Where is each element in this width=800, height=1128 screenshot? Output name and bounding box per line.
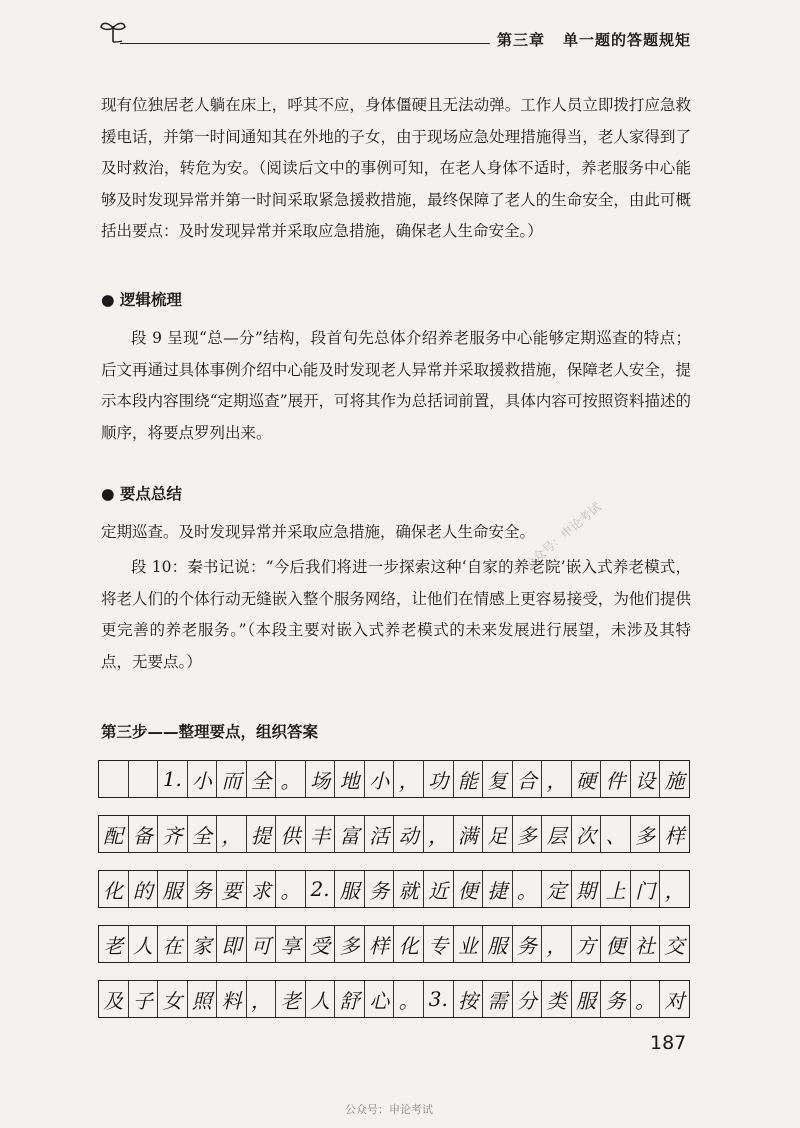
grid-cell: 化 [394,926,424,962]
grid-cell: 期 [572,871,602,907]
grid-cell: 舒 [335,981,365,1017]
grid-row [98,980,690,1018]
grid-cell: 近 [424,871,454,907]
grid-cell: 、 [601,816,631,852]
paragraph-logic: 段 9 呈现“总—分”结构，段首句先总体介绍养老服务中心能够定期巡查的特点；后文再通过具体事例介绍中心能及时发现老人异常并采取援救措施，保障老人安全，提示本段内容围绕“定期巡查”展开，可将其作为总括词前置，具体内容可按照资料描述的顺序，将要点罗列出来。 [101,329,691,442]
grid-cell: 专 [424,926,454,962]
grid-cell: 样 [365,926,395,962]
grid-cell: 按 [454,981,484,1017]
grid-cell: 人 [306,981,336,1017]
grid-cell: 场 [306,761,336,797]
grid-cell: 服 [572,981,602,1017]
grid-cell: ， [542,761,572,797]
grid-cell: 满 [454,816,484,852]
grid-cell: 受 [306,926,336,962]
grid-cell: 功 [424,761,454,797]
grid-row [98,925,690,963]
grid-cell: 老 [276,981,306,1017]
grid-cell: 对 [664,988,685,1013]
grid-cell: 3. [424,981,454,1017]
grid-cell: 可 [247,926,277,962]
grid-cell: 料 [217,981,247,1017]
grid-cell: 家 [188,926,218,962]
grid-row [98,870,690,908]
grid-cell: 。 [276,761,306,797]
grid-cell: 分 [513,981,543,1017]
grid-cell [99,761,129,797]
grid-cell: 就 [394,871,424,907]
paragraph-10: 段 10：秦书记说：“今后我们将进一步探索这种‘自家的养老院’嵌入式养老模式，将老人们的个体行动无缝嵌入整个服务网络，让他们在情感上更容易接受，为他们提供更完善的养老服务。”（本段主要对嵌入式养老模式的未来发展进行展望，未涉及其特点，无要点。） [101,558,691,671]
chapter-label: 第三章 [497,31,546,49]
grid-cell: 硬 [572,761,602,797]
grid-cell: 化 [99,871,129,907]
grid-cell: ， [664,878,685,903]
chapter-title: 单一题的答题规矩 [563,31,692,49]
section-logic: ● 逻辑梳理 [101,291,182,309]
grid-cell: 。 [631,981,661,1017]
grid-cell: 施 [664,768,685,793]
grid-cell: 在 [158,926,188,962]
grid-cell: 合 [513,761,543,797]
grid-cell: 人 [129,926,159,962]
grid-cell: 供 [276,816,306,852]
section-summary: ● 要点总结 [101,485,182,503]
grid-cell: 能 [454,761,484,797]
grid-cell: 地 [335,761,365,797]
grid-cell: 及 [99,981,129,1017]
grid-cell: 。 [513,871,543,907]
grid-cell: 服 [483,926,513,962]
grid-cell: 的 [129,871,159,907]
grid-cell: 服 [158,871,188,907]
grid-cell: ， [247,981,277,1017]
sprout-logo-icon [98,18,128,44]
grid-cell: 需 [483,981,513,1017]
grid-cell: 社 [631,926,661,962]
grid-cell: 全 [188,816,218,852]
grid-cell: 务 [601,981,631,1017]
grid-cell: 求 [247,871,277,907]
grid-cell: 备 [129,816,159,852]
running-header [497,29,709,50]
grid-cell: 定 [542,871,572,907]
paragraph-case: 现有位独居老人躺在床上，呼其不应，身体僵硬且无法动弹。工作人员立即拨打应急救援电话，并第一时间通知其在外地的子女，由于现场应急处理措施得当，老人家得到了及时救治，转危为安。（阅读后文中的事例可知，在老人身体不适时，养老服务中心能够及时发现异常并第一时间采取紧急援救措施，最终保障了老人的生命安全，由此可概括出要点：及时发现异常并采取应急措施，确保老人生命安全。） [101,96,691,240]
grid-cell: 便 [601,926,631,962]
grid-cell: 动 [394,816,424,852]
grid-cell: 方 [572,926,602,962]
grid-cell: 享 [276,926,306,962]
paragraph-summary: 定期巡查。及时发现异常并采取应急措施，确保老人生命安全。 [101,523,536,541]
grid-cell: ， [542,926,572,962]
grid-cell: 多 [335,926,365,962]
grid-cell: 样 [664,823,685,848]
grid-cell: 2. [306,871,336,907]
watermark: 公众号：申论考试 [521,499,604,573]
grid-cell: 小 [188,761,218,797]
grid-cell: 。 [394,981,424,1017]
step-three-title: 第三步——整理要点，组织答案 [101,723,319,741]
footer-watermark: 公众号：申论考试 [345,1103,433,1116]
grid-cell: 齐 [158,816,188,852]
grid-cell: 层 [542,816,572,852]
grid-cell: 全 [247,761,277,797]
grid-cell: 小 [365,761,395,797]
grid-cell: 子 [129,981,159,1017]
grid-cell: 复 [483,761,513,797]
grid-cell: 老 [99,926,129,962]
grid-cell: 女 [158,981,188,1017]
grid-cell: 。 [276,871,306,907]
grid-cell: 活 [365,816,395,852]
grid-cell: 务 [513,926,543,962]
grid-cell: 而 [217,761,247,797]
grid-cell: 便 [454,871,484,907]
grid-cell [129,761,159,797]
grid-cell: 要 [217,871,247,907]
grid-row [98,815,690,853]
grid-cell: 多 [513,816,543,852]
grid-cell: 业 [454,926,484,962]
grid-cell: 即 [217,926,247,962]
grid-cell: 设 [631,761,661,797]
grid-cell: 门 [631,871,661,907]
answer-grid [98,760,690,1035]
grid-cell: 富 [335,816,365,852]
grid-cell: 服 [335,871,365,907]
grid-cell: 类 [542,981,572,1017]
grid-cell: 交 [664,933,685,958]
grid-cell: 1. [158,761,188,797]
grid-cell: 务 [365,871,395,907]
grid-row [98,760,690,798]
page-number: 187 [650,1032,687,1054]
grid-cell: 捷 [483,871,513,907]
grid-cell: 照 [188,981,218,1017]
grid-cell: ， [217,816,247,852]
grid-cell: ， [394,761,424,797]
grid-cell: ， [424,816,454,852]
grid-cell: 次 [572,816,602,852]
grid-cell: 心 [365,981,395,1017]
grid-cell: 配 [99,816,129,852]
grid-cell: 足 [483,816,513,852]
grid-cell: 上 [601,871,631,907]
grid-cell: 务 [188,871,218,907]
grid-cell: 件 [601,761,631,797]
header-rule [120,43,490,44]
grid-cell: 多 [631,816,661,852]
grid-cell: 提 [247,816,277,852]
grid-cell: 丰 [306,816,336,852]
